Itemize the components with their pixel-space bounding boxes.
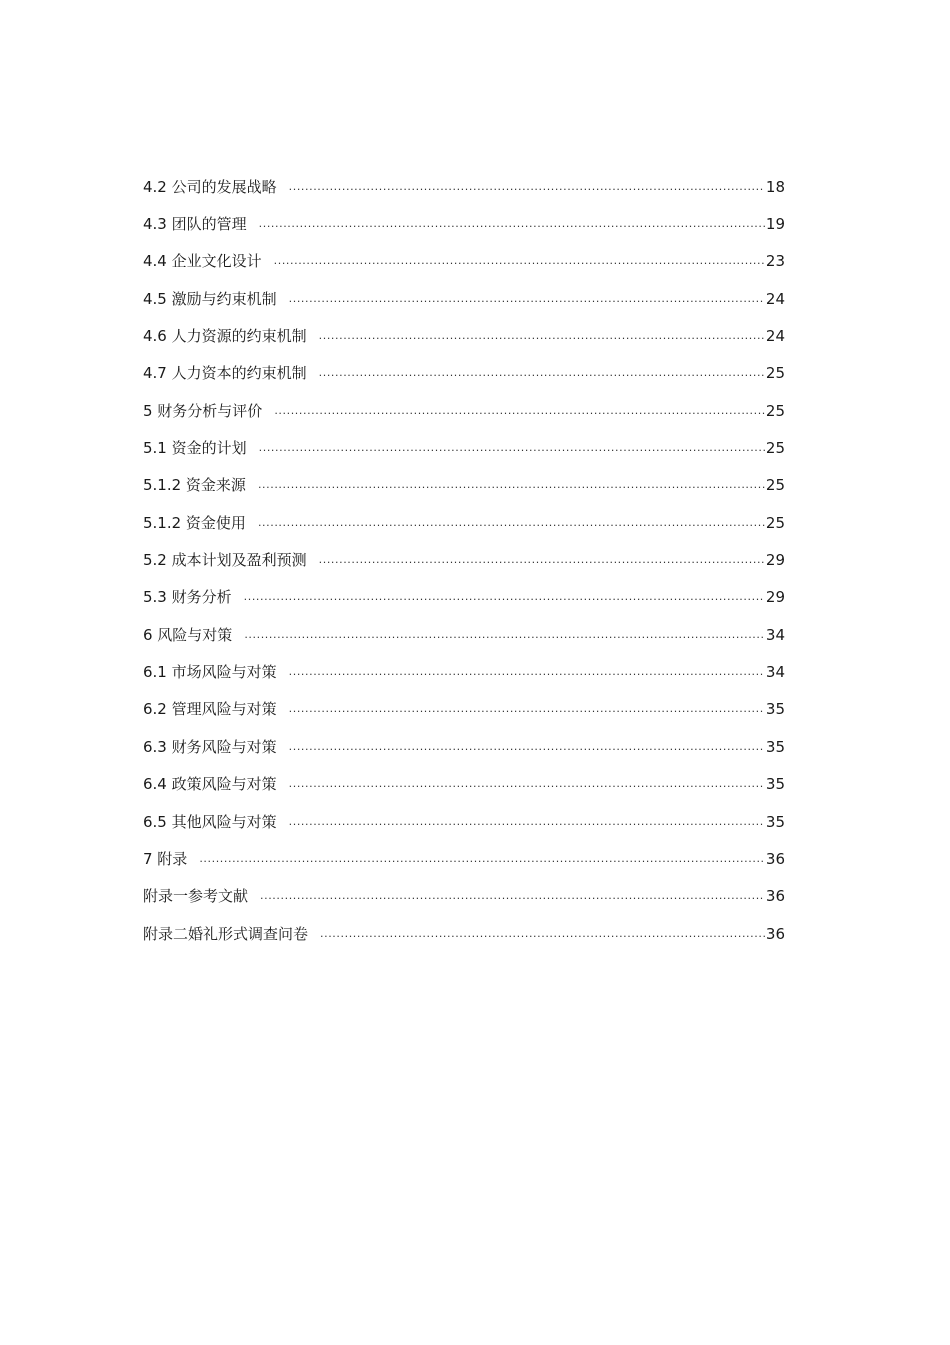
- table-of-contents: [143, 168, 785, 952]
- toc-dot-leader: [319, 324, 765, 348]
- toc-entry[interactable]: [143, 355, 785, 392]
- toc-entry-page: 24: [765, 289, 785, 308]
- toc-entry-title: 6.1 市场风险与对策: [143, 663, 277, 682]
- toc-entry-page: 34: [765, 663, 785, 682]
- toc-entry[interactable]: [143, 504, 785, 541]
- toc-entry[interactable]: [143, 392, 785, 429]
- toc-entry-page: 35: [765, 700, 785, 719]
- toc-dot-leader: [260, 884, 765, 908]
- toc-dot-leader: [289, 810, 765, 834]
- toc-entry-page: 19: [765, 215, 785, 234]
- toc-entry-title: 5.3 财务分析: [143, 588, 232, 607]
- toc-entry[interactable]: [143, 579, 785, 616]
- toc-entry-title: 附录一参考文献: [143, 887, 249, 906]
- toc-entry-page: 35: [765, 775, 785, 794]
- toc-dot-leader: [244, 623, 765, 647]
- toc-entry[interactable]: [143, 467, 785, 504]
- toc-entry[interactable]: [143, 840, 785, 877]
- toc-entry-title: 4.6 人力资源的约束机制: [143, 327, 307, 346]
- toc-entry-title: 4.2 公司的发展战略: [143, 177, 277, 196]
- toc-entry[interactable]: [143, 243, 785, 280]
- toc-entry-page: 24: [765, 327, 785, 346]
- toc-entry-title: 4.5 激励与约束机制: [143, 289, 277, 308]
- toc-dot-leader: [274, 399, 765, 423]
- toc-entry-page: 36: [765, 924, 785, 943]
- toc-dot-leader: [289, 660, 765, 684]
- toc-entry-page: 35: [765, 812, 785, 831]
- toc-dot-leader: [319, 548, 765, 572]
- toc-entry[interactable]: [143, 541, 785, 578]
- toc-entry-title: 7 附录: [143, 849, 188, 868]
- toc-entry[interactable]: [143, 653, 785, 690]
- toc-dot-leader: [319, 361, 765, 385]
- toc-entry-page: 25: [765, 401, 785, 420]
- toc-entry[interactable]: [143, 728, 785, 765]
- toc-entry[interactable]: [143, 691, 785, 728]
- toc-entry-page: 25: [765, 364, 785, 383]
- toc-entry-page: 25: [765, 476, 785, 495]
- toc-dot-leader: [289, 697, 765, 721]
- toc-entry-page: 23: [765, 252, 785, 271]
- toc-entry[interactable]: [143, 205, 785, 242]
- toc-entry-title: 4.4 企业文化设计: [143, 252, 262, 271]
- toc-entry[interactable]: [143, 915, 785, 952]
- toc-entry-page: 18: [765, 177, 785, 196]
- toc-entry-title: 附录二婚礼形式调查问卷: [143, 924, 309, 943]
- toc-entry-title: 4.3 团队的管理: [143, 215, 247, 234]
- toc-entry-title: 4.7 人力资本的约束机制: [143, 364, 307, 383]
- toc-entry-title: 5.1.2 资金来源: [143, 476, 246, 495]
- toc-entry-page: 35: [765, 737, 785, 756]
- toc-entry-page: 36: [765, 887, 785, 906]
- toc-dot-leader: [289, 287, 765, 311]
- toc-dot-leader: [320, 922, 765, 946]
- toc-entry[interactable]: [143, 168, 785, 205]
- toc-entry-title: 5.1.2 资金使用: [143, 513, 246, 532]
- toc-entry-page: 34: [765, 625, 785, 644]
- toc-dot-leader: [289, 175, 765, 199]
- toc-entry[interactable]: [143, 878, 785, 915]
- toc-dot-leader: [199, 847, 765, 871]
- toc-entry-title: 5.1 资金的计划: [143, 439, 247, 458]
- toc-dot-leader: [274, 249, 765, 273]
- toc-entry-title: 6.2 管理风险与对策: [143, 700, 277, 719]
- toc-dot-leader: [259, 212, 765, 236]
- toc-entry-title: 6.4 政策风险与对策: [143, 775, 277, 794]
- toc-entry-page: 36: [765, 849, 785, 868]
- toc-entry-title: 5 财务分析与评价: [143, 401, 263, 420]
- toc-entry-title: 5.2 成本计划及盈利预测: [143, 551, 307, 570]
- toc-entry[interactable]: [143, 280, 785, 317]
- toc-entry-page: 29: [765, 551, 785, 570]
- toc-dot-leader: [289, 772, 765, 796]
- toc-entry[interactable]: [143, 766, 785, 803]
- toc-dot-leader: [258, 473, 765, 497]
- toc-entry-title: 6 风险与对策: [143, 625, 233, 644]
- toc-entry-page: 25: [765, 513, 785, 532]
- toc-dot-leader: [258, 511, 765, 535]
- toc-entry-page: 25: [765, 439, 785, 458]
- toc-entry[interactable]: [143, 429, 785, 466]
- toc-dot-leader: [244, 585, 765, 609]
- toc-entry-page: 29: [765, 588, 785, 607]
- toc-dot-leader: [259, 436, 765, 460]
- toc-entry[interactable]: [143, 616, 785, 653]
- toc-entry-title: 6.5 其他风险与对策: [143, 812, 277, 831]
- toc-entry-title: 6.3 财务风险与对策: [143, 737, 277, 756]
- toc-dot-leader: [289, 735, 765, 759]
- toc-entry[interactable]: [143, 317, 785, 354]
- toc-entry[interactable]: [143, 803, 785, 840]
